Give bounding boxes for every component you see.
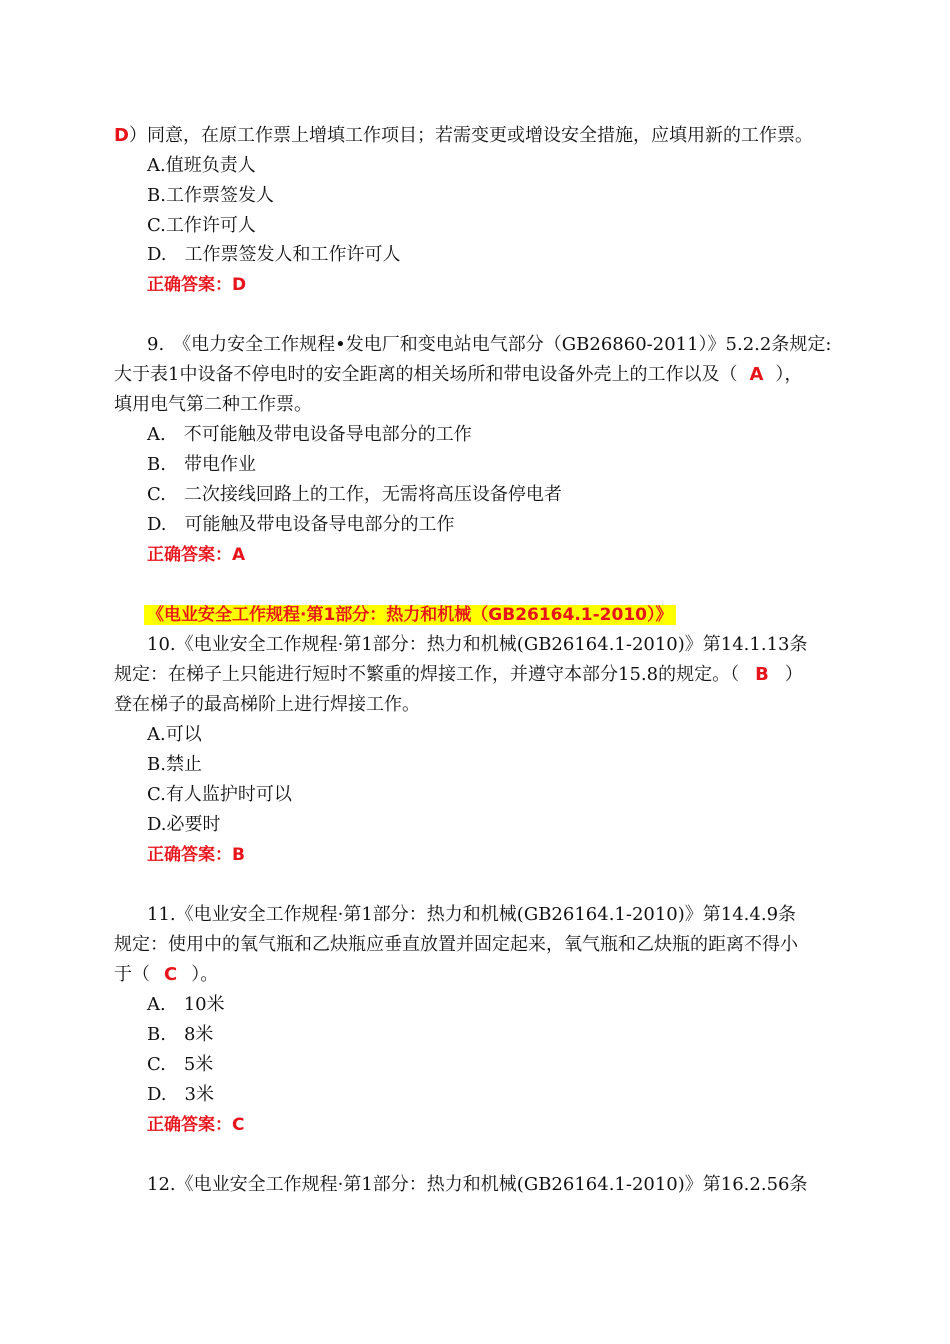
q11-stem-line2: 规定：使用中的氧气瓶和乙炔瓶应垂直放置并固定起来，氧气瓶和乙炔瓶的距离不得小 — [114, 934, 798, 955]
q10-answer-mark: B — [755, 664, 769, 685]
q9-option-b: B. 带电作业 — [147, 454, 256, 475]
q9-option-d: D. 可能触及带电设备导电部分的工作 — [147, 514, 455, 535]
q8-stem-text: ）同意，在原工作票上增填工作项目；若需变更或增设安全措施，应填用新的工作票。 — [128, 125, 813, 146]
q11-stem-line3-pre: 于（ — [114, 964, 150, 985]
q9-answer-mark: A — [749, 364, 764, 385]
q9-stem-line3: 填用电气第二种工作票。 — [114, 394, 312, 415]
q9-stem-line2 — [114, 360, 802, 390]
q11-option-a: A. 10米 — [147, 994, 225, 1015]
q8-option-c: C.工作许可人 — [147, 215, 256, 236]
q10-option-b: B.禁止 — [147, 754, 202, 775]
q11-option-c: C. 5米 — [147, 1054, 214, 1075]
q9-option-a: A. 不可能触及带电设备导电部分的工作 — [147, 424, 472, 445]
q12-stem-line1: 12.《电业安全工作规程·第1部分：热力和机械(GB26164.1-2010)》第16.2.56条 — [147, 1174, 808, 1195]
q11-stem-line3-post: ）。 — [191, 964, 219, 985]
q9-correct-answer: 正确答案：A — [147, 545, 246, 565]
q8-stem — [114, 121, 813, 151]
q9-stem-line2-post: ）， — [775, 364, 803, 385]
q10-stem-line3: 登在梯子的最高梯阶上进行焊接工作。 — [114, 694, 420, 715]
section-heading-text: 《电业安全工作规程·第1部分：热力和机械（GB26164.1-2010）》 — [144, 605, 676, 625]
q11-stem-line3 — [114, 960, 218, 990]
q11-correct-answer: 正确答案：C — [147, 1115, 245, 1135]
q10-option-c: C.有人监护时可以 — [147, 784, 292, 805]
q10-stem-line1: 10.《电业安全工作规程·第1部分：热力和机械(GB26164.1-2010)》第14.1.13条 — [147, 634, 808, 655]
q8-option-a: A.值班负责人 — [147, 155, 256, 176]
q11-option-b: B. 8米 — [147, 1024, 214, 1045]
q10-stem-line2 — [114, 660, 803, 690]
q9-stem-line1: 9. 《电力安全工作规程•发电厂和变电站电气部分（GB26860-2011）》5.2.2条规定: — [147, 334, 832, 355]
q10-stem-line2-pre: 规定：在梯子上只能进行短时不繁重的焊接工作，并遵守本部分15.8的规定。（ — [114, 664, 740, 685]
q11-option-d: D. 3米 — [147, 1084, 214, 1105]
section-heading — [144, 600, 676, 630]
q11-answer-mark: C — [164, 964, 178, 985]
q10-stem-line2-post: ） — [784, 664, 803, 685]
q11-stem-line1: 11.《电业安全工作规程·第1部分：热力和机械(GB26164.1-2010)》第14.4.9条 — [147, 904, 797, 925]
q10-correct-answer: 正确答案：B — [147, 845, 245, 865]
q8-answer-mark: D — [114, 125, 129, 146]
q10-option-a: A.可以 — [147, 724, 202, 745]
q8-option-d: D. 工作票签发人和工作许可人 — [147, 244, 401, 265]
q9-option-c: C. 二次接线回路上的工作，无需将高压设备停电者 — [147, 484, 562, 505]
q9-stem-line2-pre: 大于表1中设备不停电时的安全距离的相关场所和带电设备外壳上的工作以及（ — [114, 364, 738, 385]
q10-option-d: D.必要时 — [147, 814, 221, 835]
q8-correct-answer: 正确答案：D — [147, 275, 247, 295]
q8-option-b: B.工作票签发人 — [147, 185, 274, 206]
